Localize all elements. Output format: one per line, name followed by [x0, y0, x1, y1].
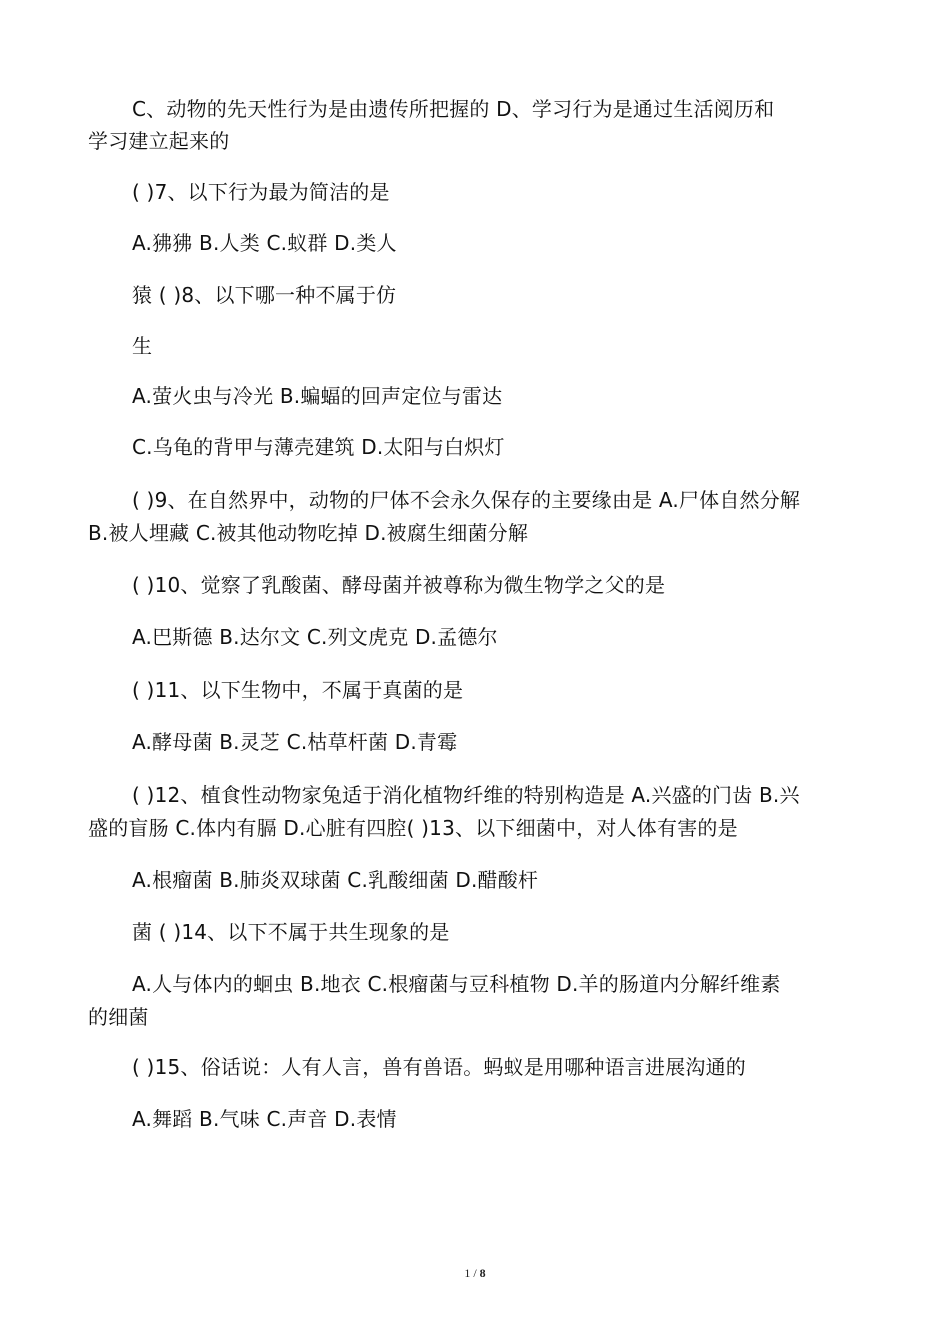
options-9: B.被人埋藏 C.被其他动物吃掉 D.被腐生细菌分解: [88, 521, 529, 545]
options-8-cd: C.乌龟的背甲与薄壳建筑 D.太阳与白炽灯: [132, 435, 505, 459]
question-15: ( )15、俗话说：人有人言，兽有兽语。蚂蚁是用哪种语言进展沟通的: [132, 1055, 747, 1079]
page-current: 1: [464, 1266, 471, 1280]
text-line: 的细菌: [88, 1005, 149, 1029]
question-10: ( )10、觉察了乳酸菌、酵母菌并被尊称为微生物学之父的是: [132, 573, 666, 597]
page-separator: /: [470, 1266, 480, 1280]
text-line: 生: [132, 334, 153, 358]
question-11: ( )11、以下生物中，不属于真菌的是: [132, 678, 464, 702]
text-line: C、动物的先天性行为是由遗传所把握的 D、学习行为是通过生活阅历和: [132, 97, 775, 121]
question-12: ( )12、植食性动物家兔适于消化植物纤维的特别构造是 A.兴盛的门齿 B.兴: [132, 783, 800, 807]
question-8: 猿 ( )8、以下哪一种不属于仿: [132, 283, 397, 307]
options-14: A.人与体内的蛔虫 B.地衣 C.根瘤菌与豆科植物 D.羊的肠道内分解纤维素: [132, 972, 781, 996]
page-total: 8: [479, 1266, 486, 1280]
question-12-13: 盛的盲肠 C.体内有膈 D.心脏有四腔( )13、以下细菌中，对人体有害的是: [88, 816, 738, 840]
options-10: A.巴斯德 B.达尔文 C.列文虎克 D.孟德尔: [132, 625, 498, 649]
options-8-ab: A.萤火虫与冷光 B.蝙蝠的回声定位与雷达: [132, 384, 503, 408]
page-number: [0, 1266, 950, 1281]
question-14: 菌 ( )14、以下不属于共生现象的是: [132, 920, 450, 944]
question-9: ( )9、在自然界中，动物的尸体不会永久保存的主要缘由是 A.尸体自然分解: [132, 488, 801, 512]
text-line: 学习建立起来的: [88, 129, 230, 153]
options-13: A.根瘤菌 B.肺炎双球菌 C.乳酸细菌 D.醋酸杆: [132, 868, 539, 892]
options-7: A.狒狒 B.人类 C.蚁群 D.类人: [132, 231, 397, 255]
question-7: ( )7、以下行为最为简洁的是: [132, 180, 390, 204]
options-15: A.舞蹈 B.气味 C.声音 D.表情: [132, 1107, 397, 1131]
options-11: A.酵母菌 B.灵芝 C.枯草杆菌 D.青霉: [132, 730, 458, 754]
